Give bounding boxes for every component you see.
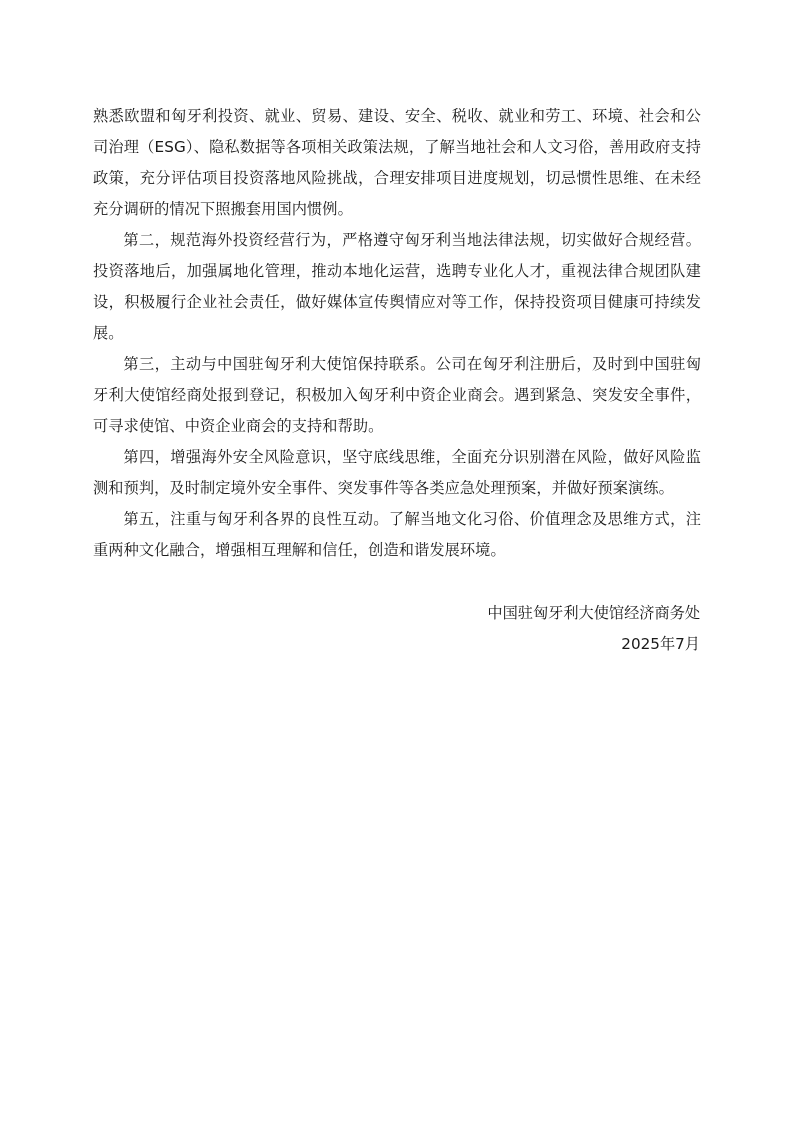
paragraph-third-point: 第三，主动与中国驻匈牙利大使馆保持联系。公司在匈牙利注册后，及时到中国驻匈牙利大使馆经商处报到登记，积极加入匈牙利中资企业商会。遇到紧急、突发安全事件，可寻求使馆、中资企业商会的支持和帮助。 [93,355,701,435]
paragraph-second-point: 第二，规范海外投资经营行为，严格遵守匈牙利当地法律法规，切实做好合规经营。投资落地后，加强属地化管理，推动本地化运营，选聘专业化人才，重视法律合规团队建设，积极履行企业社会责任，做好媒体宣传舆情应对等工作，保持投资项目健康可持续发展。 [93,231,701,342]
document-body [93,101,701,566]
paragraph-fifth-point: 第五，注重与匈牙利各界的良性互动。了解当地文化习俗、价值理念及思维方式，注重两种文化融合，增强相互理解和信任，创造和谐发展环境。 [93,510,701,559]
paragraph-regulations-continued: 熟悉欧盟和匈牙利投资、就业、贸易、建设、安全、税收、就业和劳工、环境、社会和公司治理（ESG）、隐私数据等各项相关政策法规，了解当地社会和人文习俗，善用政府支持政策，充分评估项目投资落地风险挑战，合理安排项目进度规划，切忌惯性思维、在未经充分调研的情况下照搬套用国内惯例。 [93,107,701,218]
issuer-name: 中国驻匈牙利大使馆经济商务处 [487,604,700,622]
issue-date: 2025年7月 [621,635,700,653]
paragraph-fourth-point: 第四，增强海外安全风险意识，坚守底线思维，全面充分识别潜在风险，做好风险监测和预判，及时制定境外安全事件、突发事件等各类应急处理预案，并做好预案演练。 [93,448,701,497]
signature-block [487,598,700,660]
